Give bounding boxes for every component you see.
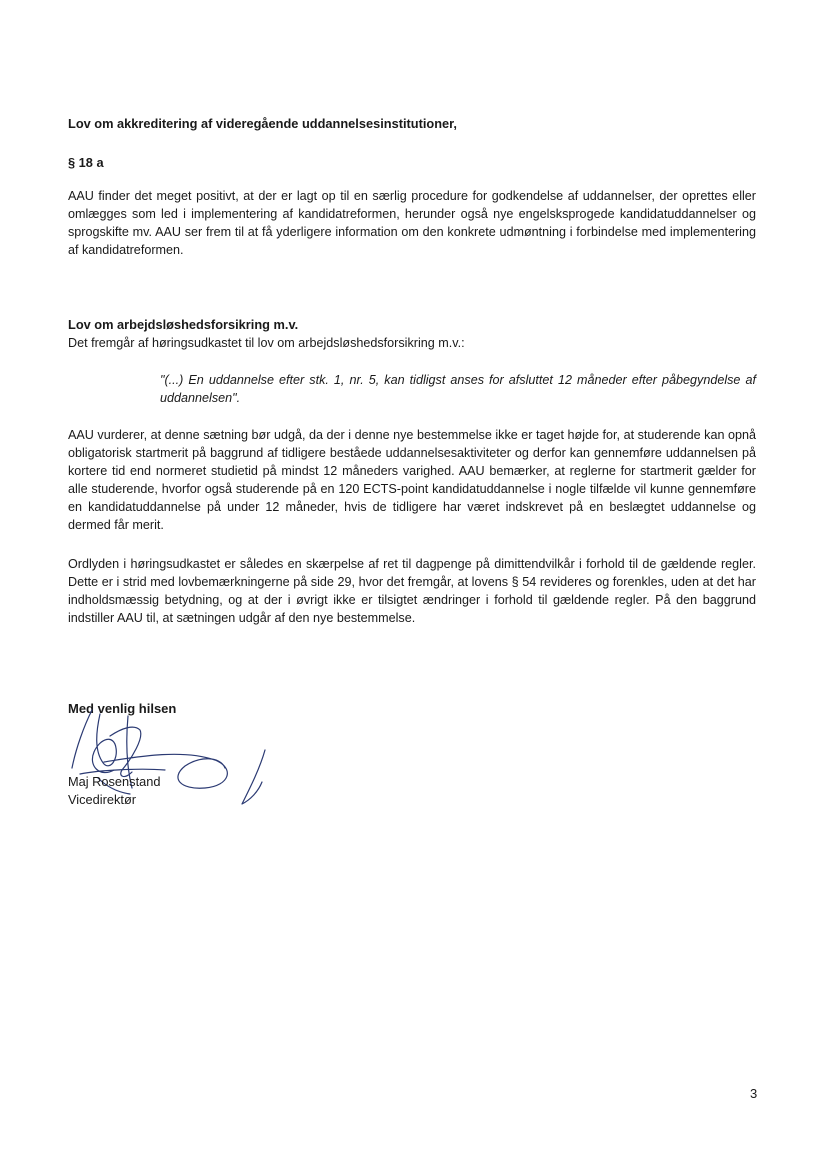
quote-text: "(...) En uddannelse efter stk. 1, nr. 5, kan tidligst anses for afsluttet 12 måneder efter påbegyndelse af uddannelsen". <box>160 373 756 405</box>
signatory-block <box>68 773 160 809</box>
section-body <box>68 187 756 259</box>
signatory-name: Maj Rosenstand <box>68 774 161 789</box>
signatory-title: Vicedirektør <box>68 792 137 807</box>
quote-block <box>160 371 756 407</box>
section-heading-arbejdsloshed: Lov om arbejdsløshedsforsikring m.v. <box>68 317 299 332</box>
body-paragraph: Ordlyden i høringsudkastet er således en skærpelse af ret til dagpenge på dimittendvilkår i forhold til de gældende regler. Dette er i strid med lovbemærkningerne på side 29, hvor det fremgår, at lovens § 54 revideres og forenkles, uden at det har indholdsmæssig betydning, og at der i øvrigt ikke er tilsigtet ændringer i forhold til gældende regler. På den baggrund indstiller AAU til, at sætningen udgår af den nye bestemmelse. <box>68 557 756 625</box>
section-body <box>68 555 756 627</box>
section-heading-akkreditering: Lov om akkreditering af videregående uddannelsesinstitutioner, <box>68 116 457 131</box>
section-body <box>68 426 756 534</box>
section-intro <box>68 334 756 352</box>
page-number: 3 <box>750 1086 758 1101</box>
body-paragraph: AAU finder det meget positivt, at der er lagt op til en særlig procedure for godkendelse af uddannelser, der oprettes eller omlægges som led i implementering af kandidatreformen, herunder også nye engelsksprogede kandidatuddannelser og sprogskifte mv. AAU ser frem til at få yderligere information om den konkrete udmøntning i forbindelse med implementering af kandidatreformen. <box>68 189 756 257</box>
intro-paragraph: Det fremgår af høringsudkastet til lov om arbejdsløshedsforsikring m.v.: <box>68 336 465 350</box>
body-paragraph: AAU vurderer, at denne sætning bør udgå, da der i denne nye bestemmelse ikke er taget højde for, at studerende kan opnå obligatorisk startmerit på baggrund af tidligere beståede uddannelsesaktiviteter og derfor kan gennemføre uddannelsen på kortere tid end normeret studietid på mindst 12 måneders varighed. AAU bemærker, at reglerne for startmerit gælder for alle studerende, hvorfor også studerende på en 120 ECTS-point kandidatuddannelse i nogle tilfælde vil kunne gennemføre en kandidatuddannelse på under 12 måneder, hvis de tidligere har været indskrevet på en beslægtet uddannelse og dermed får merit. <box>68 428 756 532</box>
paragraph-reference: § 18 a <box>68 155 104 170</box>
closing-greeting: Med venlig hilsen <box>68 701 177 716</box>
